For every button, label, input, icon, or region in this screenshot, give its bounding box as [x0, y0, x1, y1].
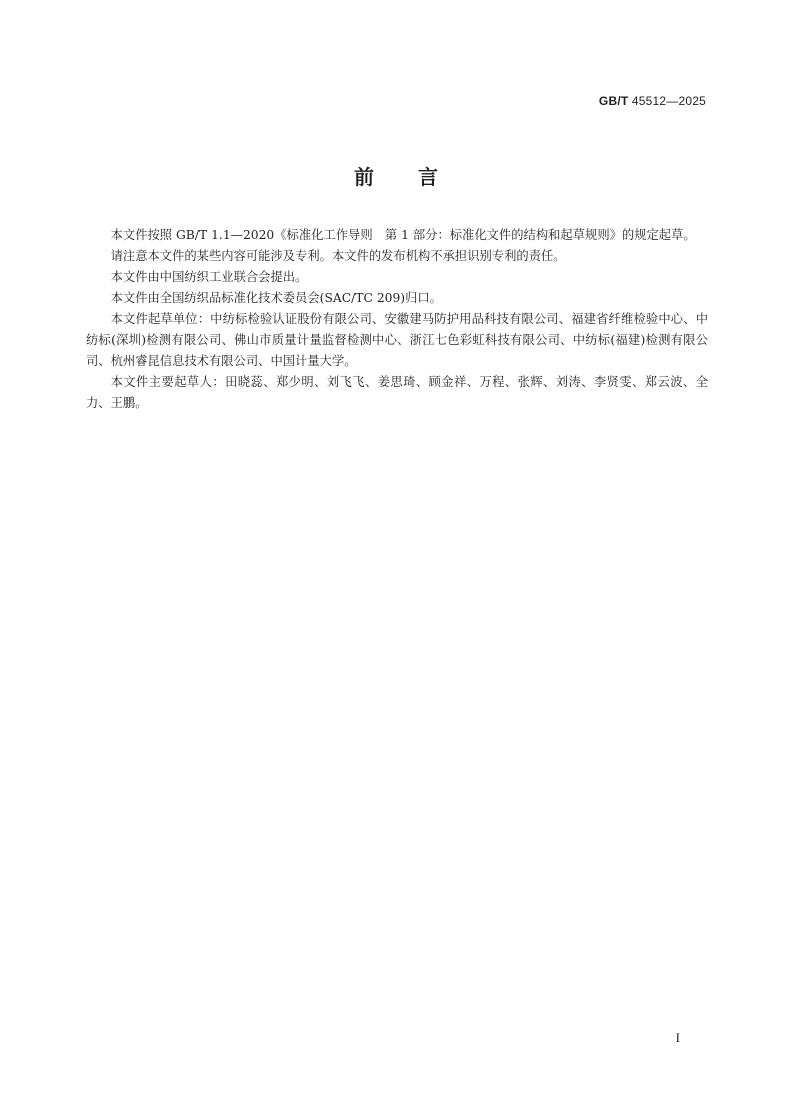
standard-prefix: GB/T [598, 94, 629, 108]
paragraph-drafting-rules: 本文件按照 GB/T 1.1—2020《标准化工作导则 第 1 部分：标准化文件的结构和起草规则》的规定起草。 [110, 228, 696, 242]
foreword-body [86, 225, 708, 414]
paragraph-proposer: 本文件由中国纺织工业联合会提出。 [110, 270, 308, 284]
paragraph-patent-notice: 请注意本文件的某些内容可能涉及专利。本文件的发布机构不承担识别专利的责任。 [110, 249, 566, 263]
paragraph-committee: 本文件由全国纺织品标准化技术委员会(SAC/TC 209)归口。 [110, 291, 442, 305]
page-number: I [675, 1030, 680, 1045]
document-code [599, 94, 706, 108]
paragraph-drafting-units: 本文件起草单位：中纺标检验认证股份有限公司、安徽建马防护用品科技有限公司、福建省纤维检验中心、中纺标(深圳)检测有限公司、佛山市质量计量监督检测中心、浙江七色彩虹科技有限公司、中纺标(福建)检测有限公司、杭州睿昆信息技术有限公司、中国计量大学。 [86, 312, 708, 368]
standard-number: 45512—2025 [628, 94, 706, 108]
foreword-title: 前言 [354, 165, 482, 189]
paragraph-drafters: 本文件主要起草人：田晓蕊、郑少明、刘飞飞、姜思琦、顾金祥、万程、张辉、刘涛、李贤雯、郑云波、全力、王鹏。 [86, 375, 708, 410]
